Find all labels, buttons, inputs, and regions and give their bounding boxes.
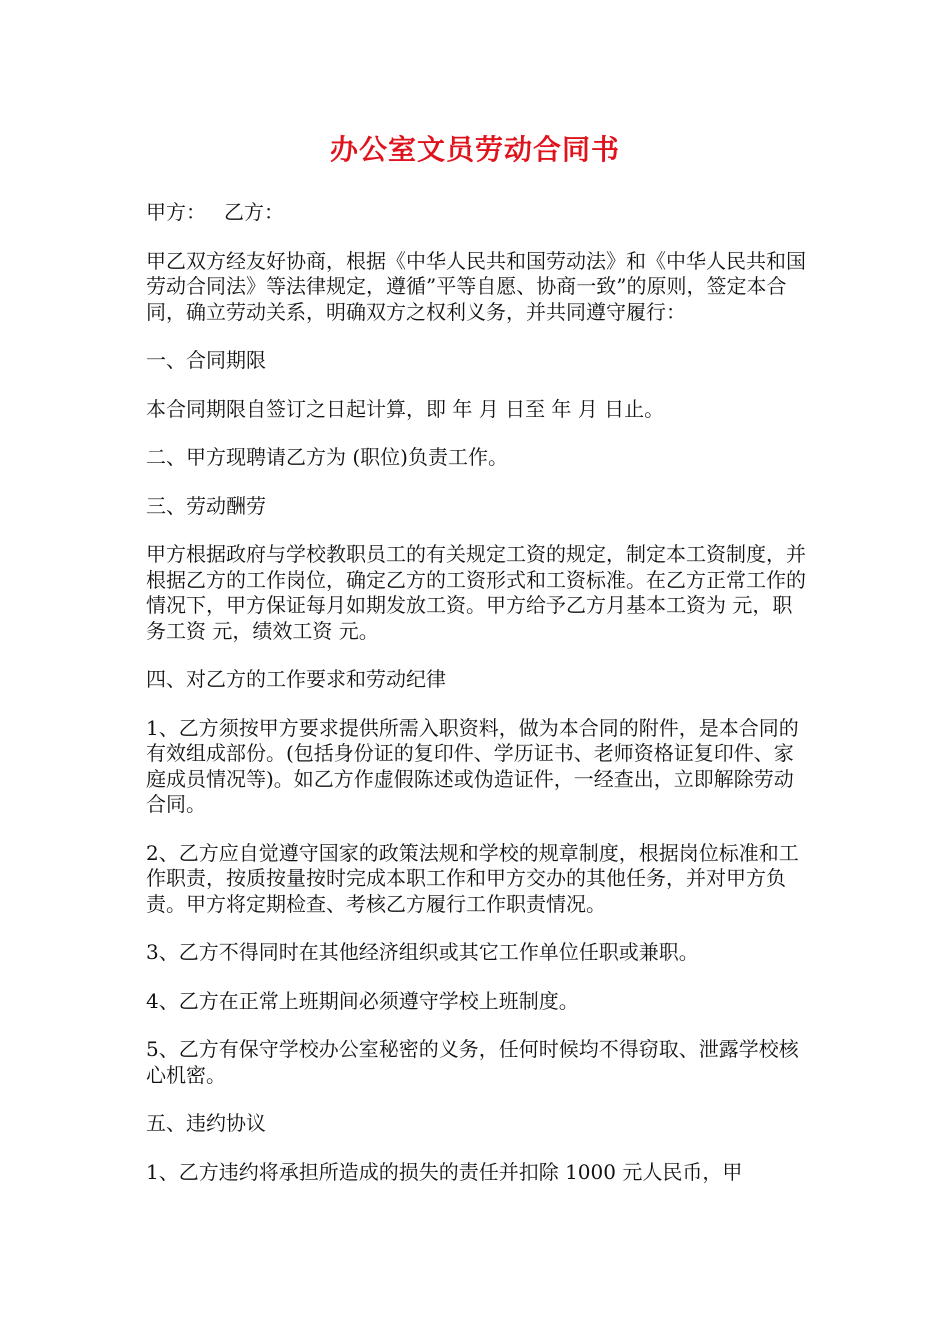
section-heading-position: 二、甲方现聘请乙方为 (职位)负责工作。 [146, 445, 508, 469]
requirement-item-2: 2、乙方应自觉遵守国家的政策法规和学校的规章制度，根据岗位标准和工作职责，按质按量按时完成本职工作和甲方交办的其他任务，并对甲方负责。甲方将定期检查、考核乙方履行工作职责情况。 [146, 840, 799, 916]
requirement-item-1: 1、乙方须按甲方要求提供所需入职资料，做为本合同的附件，是本合同的有效组成部份。(包括身份证的复印件、学历证书、老师资格证复印件、家庭成员情况等)。如乙方作虚假陈述或伪造证件，一经查出，立即解除劳动合同。 [146, 715, 799, 816]
parties-line [146, 200, 806, 226]
section-heading-requirements: 四、对乙方的工作要求和劳动纪律 [146, 667, 446, 691]
term-paragraph: 本合同期限自签订之日起计算，即 年 月 日至 年 月 日止。 [146, 396, 665, 421]
salary-paragraph: 甲方根据政府与学校教职员工的有关规定工资的规定，制定本工资制度，并根据乙方的工作岗位，确定乙方的工资形式和工资标准。在乙方正常工作的情况下，甲方保证每月如期发放工资。甲方给予乙方月基本工资为 元，职务工资 元，绩效工资 元。 [146, 542, 806, 643]
preamble-paragraph: 甲乙双方经友好协商，根据《中华人民共和国劳动法》和《中华人民共和国劳动合同法》等法律规定，遵循”平等自愿、协商一致”的原则，签定本合同，确立劳动关系，明确双方之权利义务，并共同遵守履行： [146, 248, 806, 324]
requirement-item-3: 3、乙方不得同时在其他经济组织或其它工作单位任职或兼职。 [146, 940, 699, 964]
requirement-item-5: 5、乙方有保守学校办公室秘密的义务，任何时候均不得窃取、泄露学校核心机密。 [146, 1037, 799, 1087]
document-body [146, 200, 806, 1208]
party-b-label: 乙方： [224, 200, 284, 224]
document-title: 办公室文员劳动合同书 [329, 133, 620, 166]
party-a-label: 甲方： [146, 200, 206, 224]
requirement-item-4: 4、乙方在正常上班期间必须遵守学校上班制度。 [146, 988, 579, 1013]
section-heading-term: 一、合同期限 [146, 348, 266, 372]
section-heading-salary: 三、劳动酬劳 [146, 493, 266, 518]
breach-item-1: 1、乙方违约将承担所造成的损失的责任并扣除 1000 元人民币，甲 [146, 1159, 743, 1184]
section-heading-breach: 五、违约协议 [146, 1111, 266, 1135]
